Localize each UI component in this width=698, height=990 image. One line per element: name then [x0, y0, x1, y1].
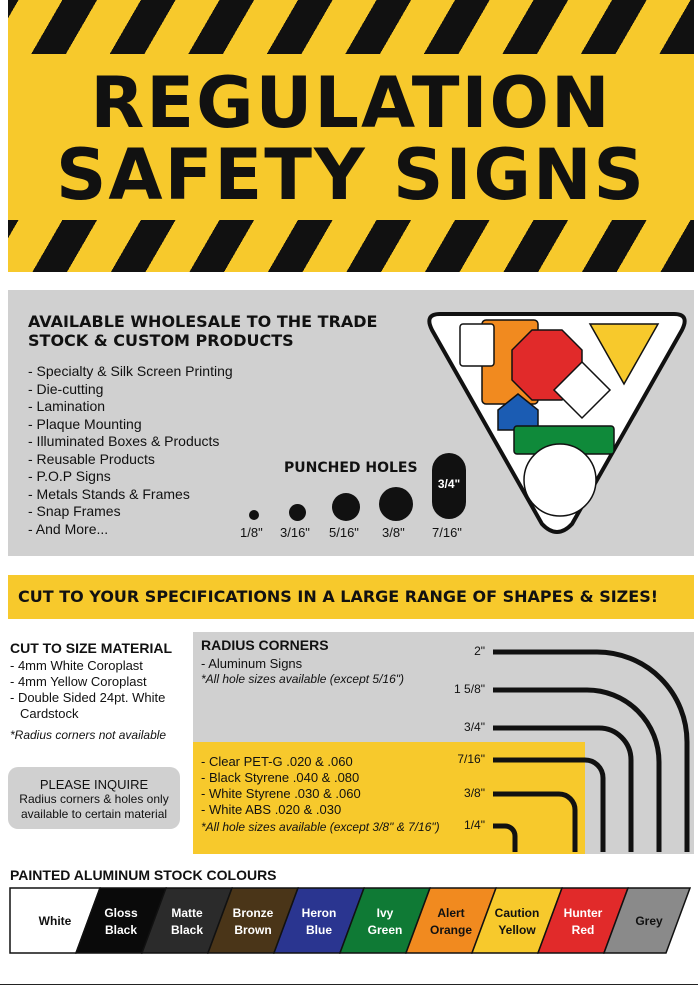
header-title-line2: SAFETY SIGNS — [56, 134, 646, 216]
list-item: - Plaque Mounting — [28, 415, 142, 432]
colour-label: Matte — [171, 906, 203, 920]
list-item: - Clear PET-G .020 & .060 — [201, 754, 353, 769]
colour-label: Green — [367, 923, 403, 937]
punched-holes-title: PUNCHED HOLES — [284, 460, 418, 476]
colour-label: Gloss — [104, 906, 138, 920]
banner-text: CUT TO YOUR SPECIFICATIONS IN A LARGE RANGE OF SHAPES & SIZES! — [18, 587, 659, 606]
colour-label: Red — [571, 923, 595, 937]
swatch-group — [10, 888, 690, 953]
list-item: Cardstock — [20, 706, 79, 721]
cut-to-size-note: *Radius corners not available — [10, 728, 167, 742]
list-item: - And More... — [28, 520, 109, 537]
hazard-stripes-top — [8, 0, 694, 54]
colour-swatches — [8, 887, 696, 955]
radius-label: 3/4" — [464, 720, 485, 734]
hole-1-8 — [249, 510, 259, 520]
hole-3-16 — [289, 504, 306, 521]
radius-corner-curves — [483, 642, 694, 854]
colours-title: PAINTED ALUMINUM STOCK COLOURS — [10, 867, 277, 883]
cut-to-size-title: CUT TO SIZE MATERIAL — [10, 640, 173, 656]
colour-label: Yellow — [498, 923, 536, 937]
colour-label: Grey — [635, 914, 663, 928]
colour-label: Black — [104, 923, 138, 937]
list-item: - 4mm White Coroplast — [10, 658, 143, 673]
hole-label: 3/8" — [382, 525, 405, 540]
hazard-stripes-bottom — [8, 220, 694, 272]
materials-note: *All hole sizes available (except 3/8" & 7/16") — [201, 820, 440, 834]
header-title-line1: REGULATION — [90, 62, 612, 144]
colour-label: Bronze — [232, 906, 274, 920]
inquire-line2: available to certain material — [20, 807, 168, 821]
radius-label: 1/4" — [464, 818, 485, 832]
radius-label: 3/8" — [464, 786, 485, 800]
list-item: - Illuminated Boxes & Products — [28, 433, 220, 449]
list-item: - Metals Stands & Frames — [28, 485, 190, 502]
corner-1-4in — [493, 826, 515, 852]
hole-3-8 — [379, 487, 413, 521]
trade-title-line2: STOCK & CUSTOM PRODUCTS — [28, 331, 294, 350]
list-item: - Specialty & Silk Screen Printing — [28, 363, 233, 379]
list-item: - Die-cutting — [28, 380, 104, 397]
services-list — [28, 363, 233, 538]
colour-label: Heron — [301, 906, 337, 920]
hole-5-16 — [332, 493, 360, 521]
radius-corners-note: *All hole sizes available (except 5/16") — [201, 672, 405, 686]
trade-title — [28, 312, 377, 350]
corner-3-8in — [493, 794, 575, 852]
specifications-banner — [8, 575, 694, 619]
list-item: - White ABS .020 & .030 — [201, 802, 342, 817]
trade-panel — [8, 290, 694, 556]
list-item: - Lamination — [28, 398, 106, 414]
hole-label: 5/16" — [329, 525, 359, 540]
list-item: - 4mm Yellow Coroplast — [10, 674, 147, 689]
colour-label: Ivy — [376, 906, 394, 920]
header-banner — [8, 0, 694, 272]
radius-label: 7/16" — [457, 752, 485, 766]
cut-to-size-list — [10, 658, 190, 722]
sign-shapes-illustration — [422, 300, 692, 540]
white-square-sign — [460, 324, 494, 366]
hole-label: 7/16" — [432, 525, 462, 540]
colour-label: Brown — [234, 923, 272, 937]
corner-7-16in — [493, 760, 603, 852]
list-item: - Snap Frames — [28, 503, 121, 519]
inquire-line1: Radius corners & holes only — [19, 792, 169, 806]
radius-label: 2" — [474, 644, 485, 658]
radius-corners-item: - Aluminum Signs — [201, 656, 303, 671]
radius-label: 1 5/8" — [454, 682, 485, 696]
list-item: - Black Styrene .040 & .080 — [201, 770, 360, 785]
colour-label: Hunter — [563, 906, 603, 920]
colour-label: Caution — [494, 906, 540, 920]
inquire-heading: PLEASE INQUIRE — [39, 777, 149, 792]
list-item: - White Styrene .030 & .060 — [201, 786, 361, 801]
radius-corners-title: RADIUS CORNERS — [201, 637, 329, 653]
colour-label: Orange — [429, 923, 473, 937]
colour-label: Alert — [437, 906, 465, 920]
list-item: - P.O.P Signs — [28, 468, 111, 484]
list-item: - Double Sided 24pt. White — [10, 690, 166, 705]
bottom-rule — [0, 984, 698, 985]
oval-label: 3/4" — [437, 477, 461, 491]
colour-label: Blue — [305, 923, 333, 937]
please-inquire-box — [8, 767, 180, 829]
hole-label: 1/8" — [240, 525, 263, 540]
colour-label: White — [38, 914, 72, 928]
radius-corners-panel — [193, 632, 694, 854]
list-item: - Reusable Products — [28, 450, 155, 467]
materials-list — [201, 754, 361, 818]
trade-title-line1: AVAILABLE WHOLESALE TO THE TRADE — [28, 312, 378, 331]
colour-label: Black — [170, 923, 204, 937]
hole-label: 3/16" — [280, 525, 310, 540]
white-circle-sign — [524, 444, 596, 516]
